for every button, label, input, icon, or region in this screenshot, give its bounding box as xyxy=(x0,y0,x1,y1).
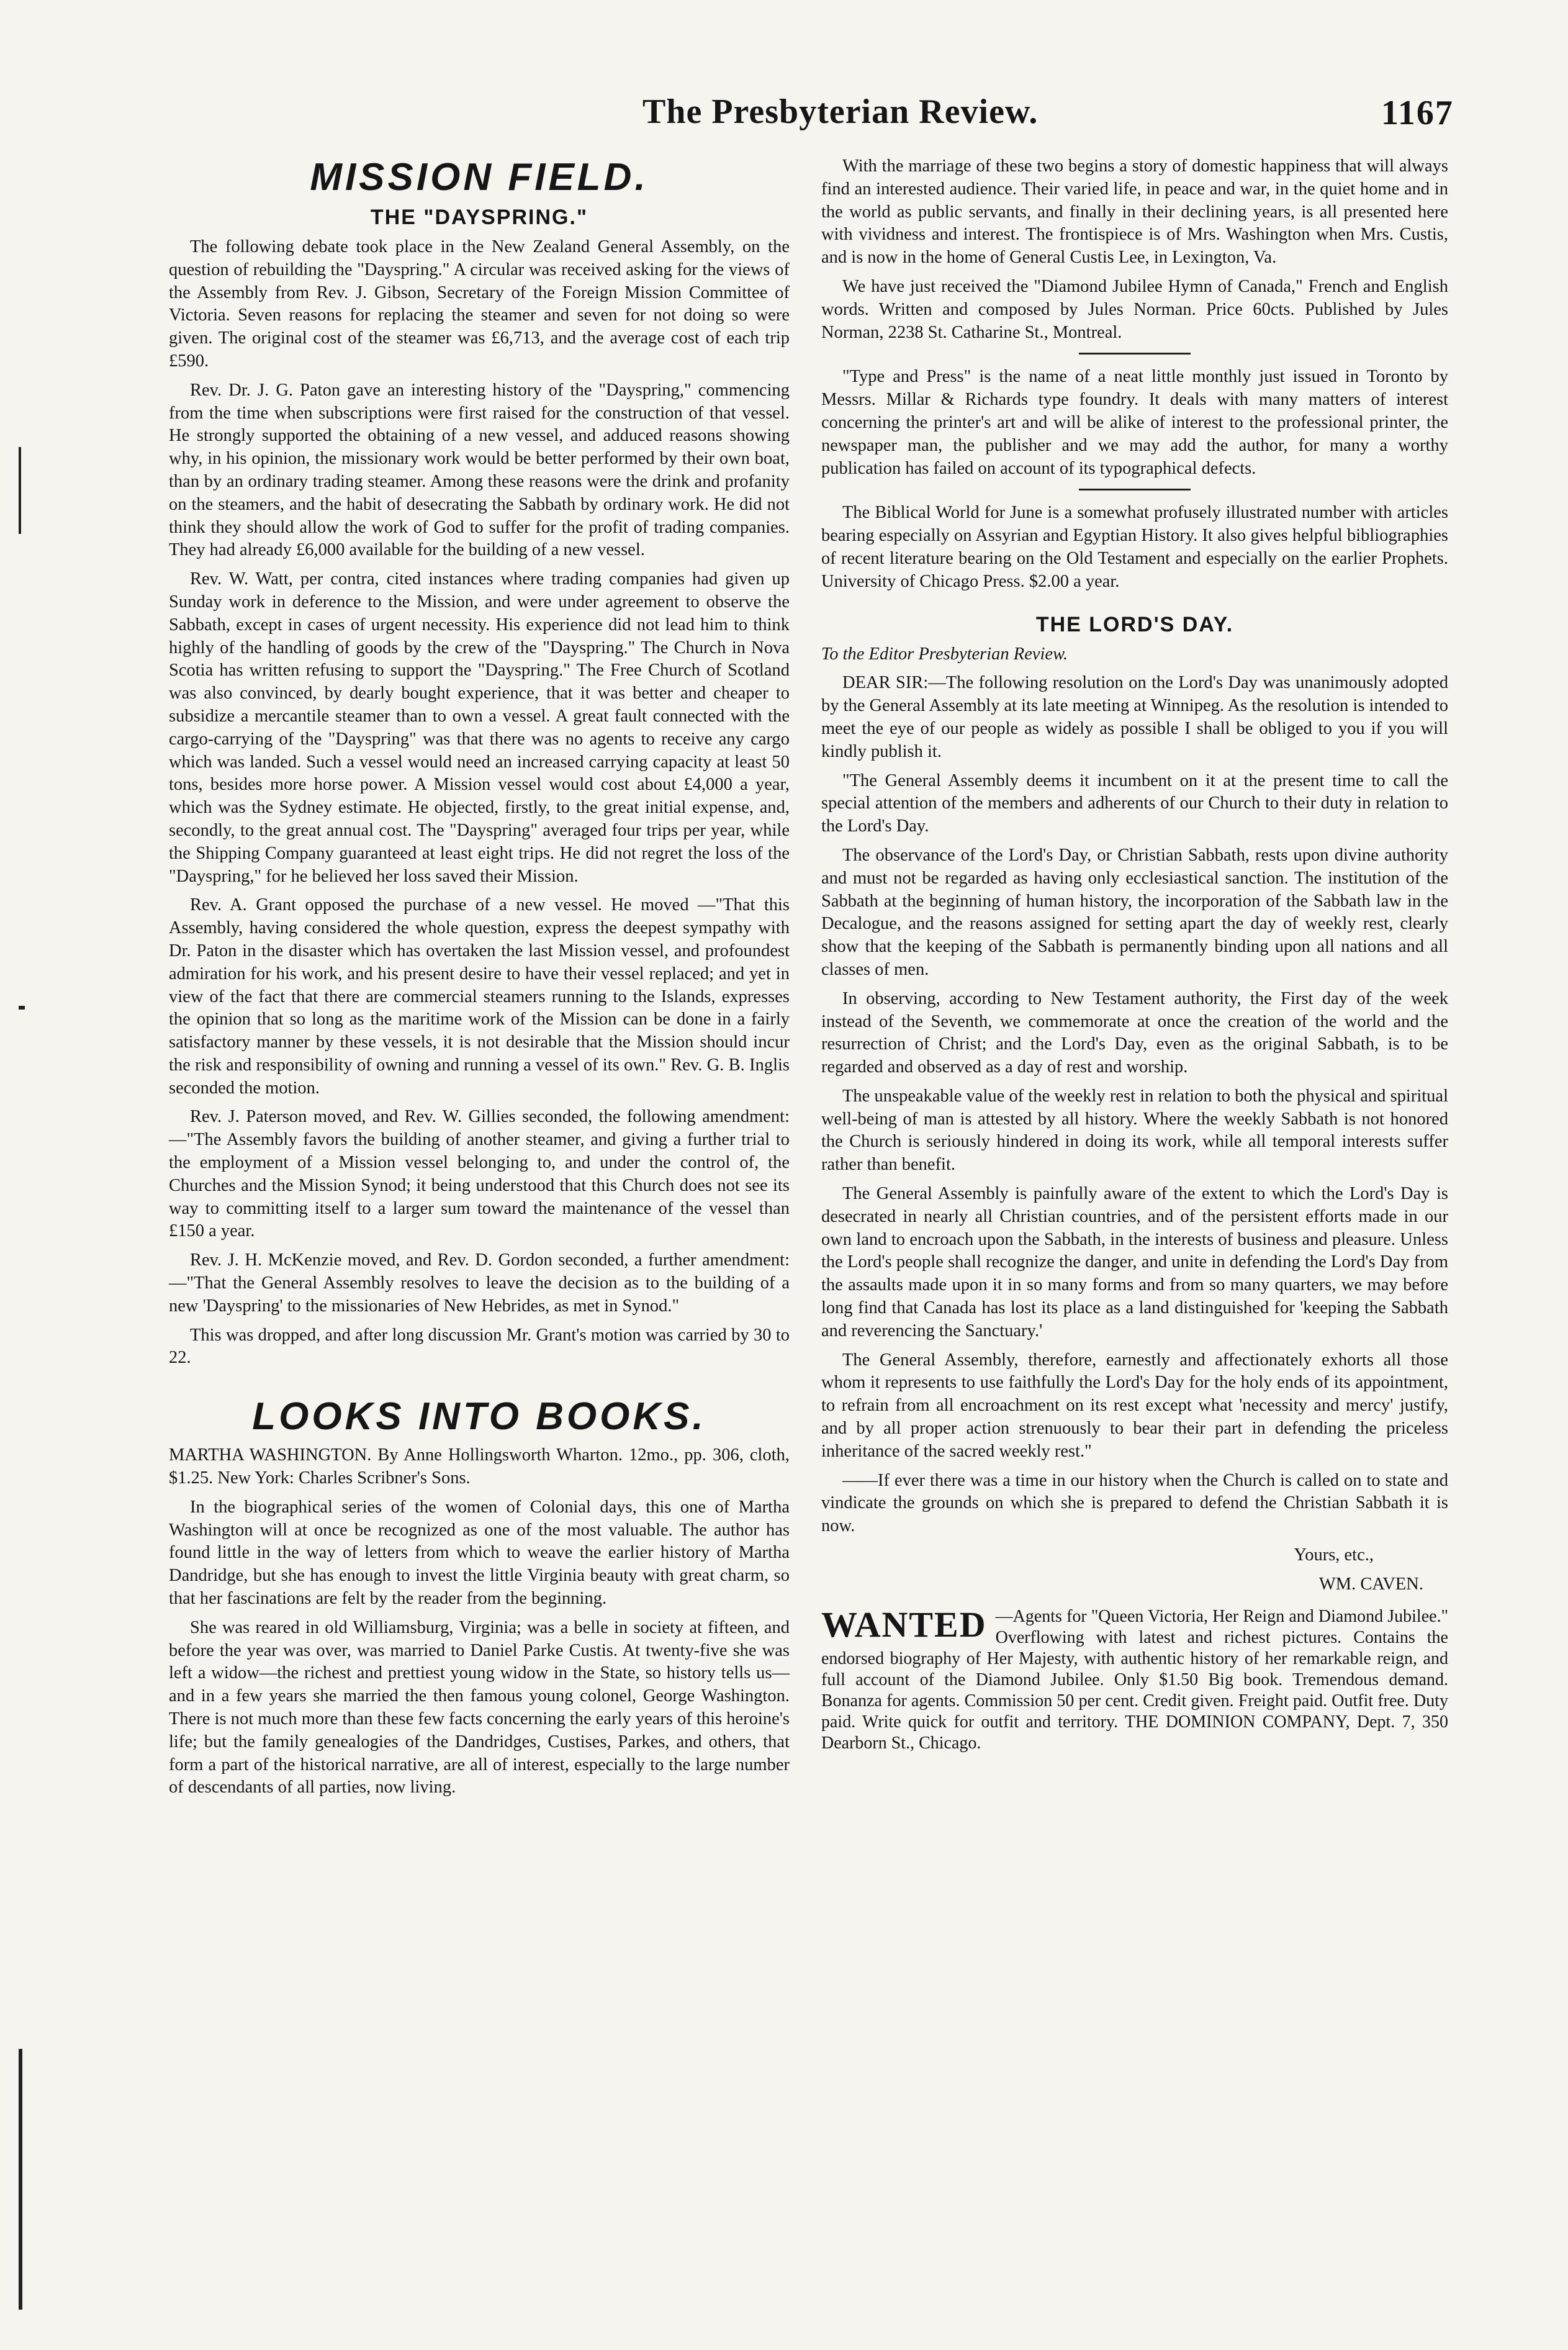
mission-paragraph: Rev. W. Watt, per contra, cited instances where trading companies had given up Sunday work in deference to the Mission, and were under agreement to observe the Sabbath, except in cases of urgent necessity. His experience did not lead him to think highly of the handling of goods by the crew of the "Dayspring." The Church in Nova Scotia has written refusing to support the "Dayspring." The Free Church of Scotland was also convinced, by dearly bought experience, that it was better and cheaper to subsidize a mercantile steamer than to own a vessel. A great fault connected with the cargo-carrying of the "Dayspring" was that there was no agents to receive any cargo which was landed. Such a vessel would need an increased carrying capacity at least 50 tons, besides more horse power. A Mission vessel would cost about £4,000 a year, which was the Sydney estimate. He objected, firstly, to the great initial expense, and, secondly, to the great annual cost. The "Dayspring" averaged four trips per year, while the Shipping Company guaranteed at least eight trips. He did not regret the loss of the "Dayspring," for he believed her loss saved their Mission. xyxy=(169,569,790,886)
book-paragraph: In the biographical series of the women of Colonial days, this one of Martha Washington will at once be recognized as one of the most valuable. The author has found little in the way of letters from which to weave the earlier history of Martha Dandridge, but she has enough to invest the little Virginia beauty with great charm, so that her fascinations are felt by the reader from the beginning. xyxy=(169,1497,790,1609)
letter-signature: WM. CAVEN. xyxy=(1318,1574,1423,1594)
wanted-headline: WANTED xyxy=(821,1604,987,1645)
dayspring-subheading: THE "DAYSPRING." xyxy=(370,206,588,229)
lords-day-heading: THE LORD'S DAY. xyxy=(1035,612,1234,636)
scan-edge-mark xyxy=(19,447,21,534)
divider-rule xyxy=(1079,489,1191,490)
letter-paragraph: In observing, according to New Testament authority, the First day of the week instead of the Seventh, we commemorate at once the creation of the world and the resurrection of Christ; and the Lord's Day, even as the original Sabbath, is to be regarded and observed as a day of rest and worship. xyxy=(821,988,1448,1077)
book-notice: "Type and Press" is the name of a neat little monthly just issued in Toronto by Messrs. Millar & Richards type foundry. It deals with many matters of interest concerning the printer's art and will be alike of interest to the professional printer, the newspaper man, the publisher and we may add the author, for many a worthy publication has failed on account of its typographical defects. xyxy=(821,367,1448,478)
page-number: 1167 xyxy=(1381,94,1454,132)
mission-paragraph: Rev. A. Grant opposed the purchase of a new vessel. He moved —"That this Assembly, having considered the whole question, express the deepest sympathy with Dr. Paton in the disaster which has overtaken the last Mission vessel, and profoundest admiration for his work, and his present desire to have their vessel replaced; and yet in view of the fact that there are commercial steamers running to the Islands, expresses the opinion that so long as the maritime work of the Mission can be done in a fairly satisfactory manner by these vessels, it is not desirable that the Mission should incur the risk and responsibility of owning and running a vessel of its own." Rev. G. B. Inglis seconded the motion. xyxy=(169,895,790,1098)
looks-into-books-heading: LOOKS INTO BOOKS. xyxy=(252,1395,706,1439)
mission-paragraph: This was dropped, and after long discussion Mr. Grant's motion was carried by 30 to 22. xyxy=(169,1325,790,1368)
advert-text: —Agents for "Queen Victoria, Her Reign and Diamond Jubilee." Overflowing with latest and richest pictures. Contains the endorsed biography of Her Majesty, with authentic history of her remarkable reign, and full account of the Diamond Jubilee. Only $1.50 Big book. Tremendous demand. Bonanza for agents. Commission 50 per cent. Credit given. Freight paid. Outfit free. Duty paid. Write quick for outfit and territory. THE DOMINION COMPANY, Dept. 7, 350 Dearborn St., Chicago. xyxy=(821,1606,1448,1753)
left-column xyxy=(169,155,790,2328)
scan-edge-mark xyxy=(19,1006,25,1010)
book-notice: We have just received the "Diamond Jubilee Hymn of Canada," French and English words. Written and composed by Jules Norman. Price 60cts. Published by Jules Norman, 2238 St. Catharine St., Montreal. xyxy=(821,276,1448,342)
scan-edge-mark xyxy=(19,2049,22,2310)
letter-paragraph: The unspeakable value of the weekly rest in relation to both the physical and spiritual well-being of man is attested by all history. Where the weekly Sabbath is not honored the Church is seriously hindered in doing its work, while all temporal interests suffer rather than benefit. xyxy=(821,1086,1448,1175)
mission-field-heading: MISSION FIELD. xyxy=(310,156,649,199)
letter-paragraph: The observance of the Lord's Day, or Christian Sabbath, rests upon divine authority and must not be regarded as having only ecclesiastical sanction. The institution of the Sabbath at the beginning of human history, the incorporation of the Sabbath law in the Decalogue, and the reasons assigned for setting apart the day of weekly rest, clearly show that the keeping of the Sabbath is permanently binding upon all nations and all classes of men. xyxy=(821,845,1448,979)
mission-paragraph: Rev. J. H. McKenzie moved, and Rev. D. Gordon seconded, a further amendment:—"That the General Assembly resolves to leave the decision as to the building of a new 'Dayspring' to the missionaries of New Hebrides, as met in Synod." xyxy=(169,1250,790,1316)
letter-paragraph: The General Assembly, therefore, earnestly and affectionately exhorts all those whom it represents to use faithfully the Lord's Day for the holy ends of its appointment, to refrain from all encroachment on its rest except what 'necessity and mercy' justify, and by all proper action strenuously to bear their part in defending the priceless inheritance of the sacred weekly rest." xyxy=(821,1350,1448,1461)
letter-paragraph: The General Assembly is painfully aware of the extent to which the Lord's Day is desecrated in nearly all Christian countries, and of the persistent efforts made in our own land to encroach upon the Sabbath, in the interests of business and pleasure. Unless the Lord's people shall recognize the danger, and unite in defending the Lord's Day from the assaults made upon it in so many forms and from so many quarters, we may before long find that Canada has lost its place as a land distinguished for 'keeping the Sabbath and reverencing the Sanctuary.' xyxy=(821,1184,1448,1340)
right-column xyxy=(821,155,1448,2328)
book-paragraph: With the marriage of these two begins a story of domestic happiness that will always find an interested audience. Their varied life, in peace and war, in the quiet home and in the world as public servants, and finally in their declining years, is all presented here with vividness and interest. The frontispiece is of Mrs. Washington when Mrs. Custis, and is now in the home of General Custis Lee, in Lexington, Va. xyxy=(821,156,1448,268)
book-paragraph: She was reared in old Williamsburg, Virginia; was a belle in society at fifteen, and before the year was over, was married to Daniel Parke Custis. At twenty-five she was left a widow—the richest and prettiest young widow in the State, so history tells us—and in a few years she married the then famous young colonel, George Washington. There is not much more than these few facts concerning the early years of this heroine's life; but the family genealogies of the Dandridges, Custises, Parkes, and others, that form a part of the historical narrative, are all of interest, especially to the large number of descendants of all parties, now living. xyxy=(169,1617,790,1797)
letter-paragraph: ——If ever there was a time in our history when the Church is called on to state and vindicate the grounds on which she is prepared to defend the Christian Sabbath it is now. xyxy=(821,1470,1448,1536)
divider-rule xyxy=(1079,353,1191,355)
mission-paragraph: The following debate took place in the New Zealand General Assembly, on the question of rebuilding the "Dayspring." A circular was received asking for the views of the Assembly from Rev. J. Gibson, Secretary of the Foreign Mission Committee of Victoria. Seven reasons for replacing the steamer and seven for not doing so were given. The original cost of the steamer was £6,713, and the average cost of each trip £590. xyxy=(169,237,790,371)
running-title: The Presbyterian Review. xyxy=(642,93,1039,131)
letter-address: To the Editor Presbyterian Review. xyxy=(821,644,1068,664)
mission-paragraph: Rev. Dr. J. G. Paton gave an interesting history of the "Dayspring," commencing from the time when subscriptions were first raised for the construction of that vessel. He strongly supported the obtaining of a new vessel, and adduced reasons showing why, in his opinion, the missionary work would be better performed by their own boat, than by an ordinary trading steamer. Among these reasons were the drink and profanity on the steamers, and the habit of desecrating the Sabbath by ordinary work. He did not think they should allow the work of God to suffer for the profit of trading companies. They had already £6,000 available for the building of a new vessel. xyxy=(169,380,790,560)
letter-closing: Yours, etc., xyxy=(1294,1545,1374,1565)
book-notice: The Biblical World for June is a somewhat profusely illustrated number with articles bearing especially on Assyrian and Egyptian History. It also gives helpful bibliographies of recent literature bearing on the Old Testament and especially on the earlier Prophets. University of Chicago Press. $2.00 a year. xyxy=(821,503,1448,591)
letter-paragraph: DEAR SIR:—The following resolution on the Lord's Day was unanimously adopted by the General Assembly at its late meeting at Winnipeg. As the resolution is intended to meet the eye of our people as widely as possible I shall be obliged to you if you will kindly publish it. xyxy=(821,673,1448,761)
letter-paragraph: "The General Assembly deems it incumbent on it at the present time to call the special attention of the members and adherents of our Church to their duty in relation to the Lord's Day. xyxy=(821,771,1448,836)
book-citation: MARTHA WASHINGTON. By Anne Hollingsworth Wharton. 12mo., pp. 306, cloth, $1.25. New York: Charles Scribner's Sons. xyxy=(169,1445,790,1488)
wanted-advertisement xyxy=(821,1606,1448,1754)
mission-paragraph: Rev. J. Paterson moved, and Rev. W. Gillies seconded, the following amendment:—"The Assembly favors the building of another steamer, and giving a further trial to the employment of a Mission vessel belonging to, and under the control of, the Churches and the Mission Synod; it being understood that this Church does not see its way to committing itself to a larger sum toward the maintenance of the vessel than £150 a year. xyxy=(169,1107,790,1241)
